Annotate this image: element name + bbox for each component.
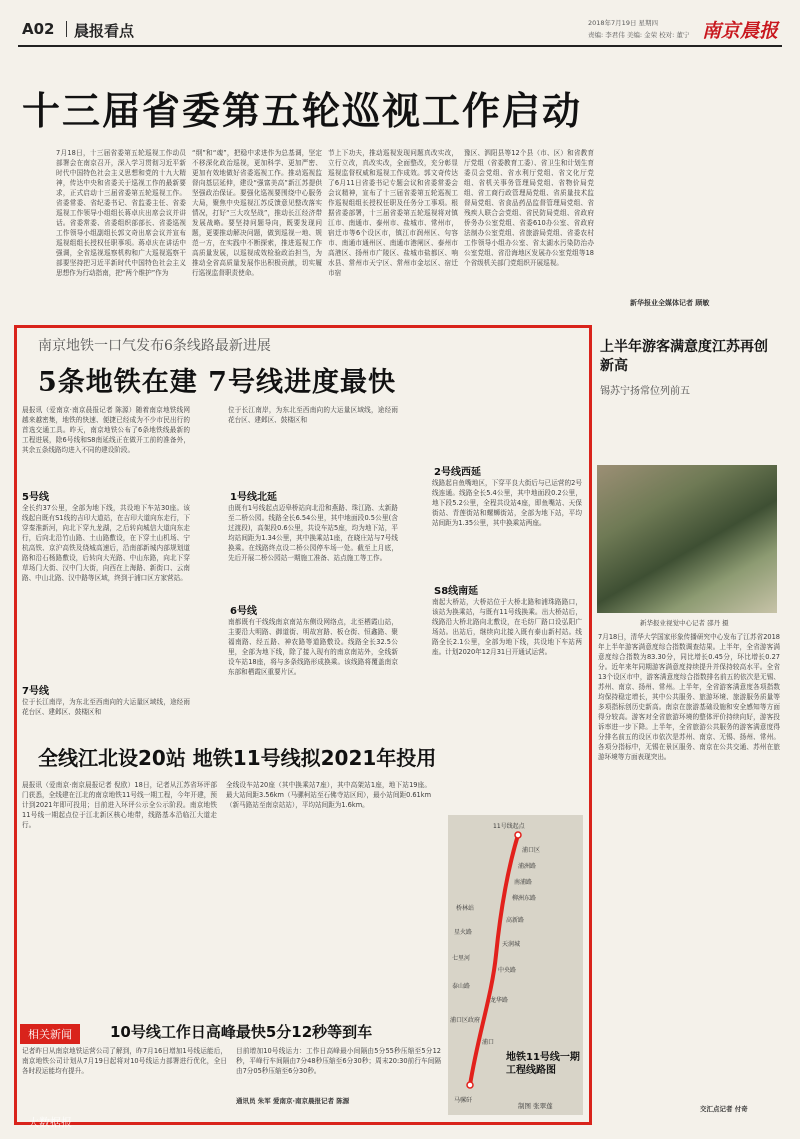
station-label: 马骡矸 [454, 1097, 473, 1104]
related-news-body-1: 记者昨日从南京地铁运营公司了解到，昨7月16日增加1号线运能后，南京地铁公司计划从7月19日起将对10号线运力部署进行优化，全日各时段运能均有提升。 [22, 1047, 227, 1076]
route-end-marker [467, 1082, 473, 1088]
section-heading-line7: 7号线 [22, 686, 49, 697]
section-heading-line2-west: 2号线西延 [434, 467, 481, 478]
station-label: 高新路 [506, 917, 525, 924]
issue-date: 2018年7月19日 星期四 [588, 19, 659, 27]
main-story-column-1: 7月18日，十三届省委第五轮巡视工作动员部署会在南京召开，深入学习贯彻习近平新时代中国特色社会主义思想和党的十九大精神，传达中央和省委关于巡视工作的最新要求，正式启动十三届省委第五轮巡视工作。省委常委、省纪委书记、省监委主任、省委巡视工作领导小组组长蒋卓庆出席会议并讲话。省委常委、省委组织部部长、省委巡视工作领导小组副组长郭文奇出席会议并宣布巡视组组长授权任职事项。蒋卓庆在讲话中强调，全省巡视巡察机构和广大巡视巡察干部要坚持把习近平新时代中国特色社会主义思想作为行动指南，把“两个维护”作为 [56, 149, 186, 278]
station-label: 11号线起点 [493, 823, 525, 830]
page-number: A02 [22, 20, 55, 38]
main-story-credit: 新华报业全媒体记者 顾敏 [630, 299, 710, 307]
station-label: 泰山路 [452, 983, 471, 990]
related-news-body-2: 目前增加10号线运力：工作日高峰最小间隔由5分55秒压缩至5分12秒，平峰行车间隔由7分48秒压缩至6分30秒；周末20:30前行车间隔由7分05秒压缩至6分30秒。 [236, 1047, 441, 1076]
line11-map [448, 815, 583, 1115]
main-story-column-4: 豫区、泗阳县等12个县（市、区）和省教育厅党组（省委教育工委）、省卫生和计划生育委员会党组、省水利厅党组、省文化厅党组、省机关事务管理局党组、省物价局党组、省工商行政管理局党组、省质量技术监督局党组、省食品药品监督管理局党组、省残疾人联合会党组、省民防局党组、省政府侨务办公室党组、省委610办公室、省政府法制办公室党组、省旅游局党组、省委农村工作领导小组办公室、省太湖水污染防治办公室党组、省沿海地区发展办公室党组等18个省级机关部门党组织开展巡视。 [464, 149, 594, 268]
route-start-marker [515, 832, 521, 838]
station-label: 桥林站 [456, 905, 475, 912]
station-label: 天润城 [502, 941, 521, 948]
related-news-tag: 相关新闻 [20, 1024, 80, 1044]
map-credit: 制图 张翠莲 [518, 1102, 553, 1110]
station-label: 柳洲东路 [512, 895, 537, 902]
feature-lead: 晨报讯（爱南京·南京晨报记者 陈源）随着南京地铁线网越来越密集，地铁的快速、便捷已经成为不少市民出行的首选交通工具。昨天，南京地铁公布了6条地铁线最新的工程进展，除6号线和S8南延线正在做开工前的准备外，其余五条线路均进入不同的建设阶段。 [22, 406, 190, 455]
main-story-column-2: “纲”和“魂”，把稳中求进作为总基调，坚定不移深化政治巡视，更加科学、更加严密、更加有效地做好省委巡视工作。推动巡视监督向基层延伸，建设“强富美高”新江苏提供坚强政治保证。要强化巡视要围绕中心服务大局，聚焦中央巡视江苏反馈意见整改落实情况，打好“三大攻坚战”，推动长江经济带发展战略。要坚持问题导向，既要发现问题，更要推动解决问题，做到巡视一地、规范一方，在实践中不断探索，推进巡视工作高质量发展，以巡视成效检验政治担当，为推动全省高质量发展作出积极贡献，切实履行巡视监督职责使命。 [192, 149, 322, 278]
station-label: 中央路 [498, 967, 517, 974]
section-heading-line5: 5号线 [22, 492, 49, 503]
section-body-line6: 南都既有干线线南京南站东侧设网络点，北至栖霞山站，主要沿大明路、御道街、明故宫路、板仓街、恒鑫路、聚福南路、经五路、神农路等道路敷设。线路全长32.5公里，全部为地下线，除了接入现有的南京南站外，全线新设车站18座，将与多条线路形成换乘。该线路将覆盖南京东部和栖霞区重要片区。 [228, 618, 398, 677]
main-headline: 十三届省委第五轮巡视工作启动 [22, 88, 583, 133]
line11-headline: 全线江北设20站 地铁11号线拟2021年投用 [38, 746, 437, 770]
editors-line: 责编: 李君伟 美编: 金荣 校对: 董宁 [588, 31, 690, 39]
line11-lead: 晨报讯（爱南京·南京晨报记者 倪欧）18日，记者从江苏省环评部门获悉，全线建在江北的南京地铁11号线一期工程，今年开建，预计到2021年即可投用；目前进入环评公示全公示阶段。南京地铁11号线一期起点位于江北新区核心地带，线路基本沿临江大道走行。 [22, 781, 217, 830]
section-body-line7: 位于长江南岸，为东北至西南向的大运量区域线，途经雨花台区、建邺区、鼓楼区和 [22, 698, 190, 717]
header-divider [66, 21, 67, 37]
station-label: 浦口区政府 [450, 1017, 481, 1024]
section-title: 晨报看点 [74, 22, 135, 40]
map-title: 地铁11号线一期工程线路图 [506, 1052, 580, 1076]
right-story-body: 7月18日，清华大学国家形象传播研究中心发布了江苏省2018年上半年游客满意度综合指数调查结果。上半年，全省游客满意度综合指数为83.30分，同比增长0.45分，环比增长0.27分。近年来年同期游客满意度持续提升并保持较高水平。全省13个设区市中，游客满意度综合指数排名前五的依次是无锡、苏州、南京、扬州、常州。上半年，全省游客满意度各项指数均保持稳定增长，其中公共服务、旅游环境、旅游服务质量等多项指标创历史新高。南京在旅游基础设施和安全感知等方面得分较高。游客对全省旅游环境的整体评价持续向好，游客投诉率进一步下降。上半年，全省旅游公共服务的游客满意度得分排名前五的设区市依次是苏州、南京、无锡、扬州、常州。各项分指标中，无锡在景区服务、南京在公共交通、苏州在旅游环境等方面表现突出。 [598, 633, 780, 762]
feature-kicker: 南京地铁一口气发布6条线路最新进展 [38, 338, 271, 354]
section-heading-s8-south: S8线南延 [434, 586, 479, 597]
station-label: 浦口 [482, 1039, 495, 1046]
section-heading-line1-north: 1号线北延 [230, 492, 277, 503]
right-story-headline: 上半年游客满意度江苏再创新高 [600, 339, 768, 374]
tourism-photo [597, 465, 777, 613]
photo-caption: 新华报业视觉中心记者 邵丹 摄 [640, 619, 729, 627]
right-story-credit: 交汇点记者 付奇 [700, 1105, 748, 1113]
station-label: 南浦路 [514, 879, 533, 886]
feature-headline: 5条地铁在建 7号线进度最快 [38, 367, 396, 398]
section-body-line7-cont: 位于长江南岸，为东北至西南向的大运量区域线，途经雨花台区、建邺区、鼓楼区和 [228, 406, 398, 425]
related-news-credit: 通讯员 朱军 爱南京·南京晨报记者 陈源 [236, 1097, 350, 1105]
line11-route [470, 835, 521, 1085]
section-body-s8-south: 南起大桥站，大桥站位于大桥北路和浦珠路路口，该站为换乘站，与既有11号线换乘。出大桥站后，线路沿大桥北路向北敷设，在毛纺厂路口设弘阳广场站。出站后，继续向北接入既有泰山新村站。线路全长2.1公里，全部为地下线，共设地下车站两座。计划2020年12月31日开通试运营。 [432, 598, 582, 657]
section-body-line1-north: 由既有1号线起点迈皋桥站向北沿和燕路、珠江路、太新路至二桥公园。线路全长6.54公里，其中地面段0.5公里(含过渡段)，高架段0.6公里，共设车站5座，均为地下站，平均站间距为1.34公里，其中换乘站1座，在晓庄站与7号线换乘。在线路终点设二桥公园停车场一处。截至上月底，先后开展二桥公园站一期施工准备、站点施工等工作。 [228, 504, 398, 563]
station-label: 星火路 [454, 929, 473, 936]
related-news-title: 10号线工作日高峰最快5分12秒等到车 [110, 1023, 373, 1041]
station-label: 龙华路 [490, 997, 509, 1004]
station-label: 浦口区 [522, 847, 541, 854]
section-body-line2-west: 线路起自鱼嘴地区，下穿平良大街后与已运营的2号线连通。线路全长5.4公里，其中地面段0.2公里，地下段5.2公里，全程共设站4座，即鱼嘴站、天保街站、青莲街站和螺蛳街站，全部为地下站，平均站间距为1.35公里，其中换乘站两座。 [432, 479, 582, 528]
station-label: 浦洲路 [518, 863, 537, 870]
line11-body: 全线设车站20座（其中换乘站7座），其中高架站1座，地下站19座。最大站间距3.56km（马骡柯站至石佛寺站区间），最小站间距0.61km（新马路站至南京站站），平均站间距为1.6km。 [226, 781, 431, 810]
section-body-line5: 全长约37公里，全部为地下线，共设地下车站30座。该线起自既有S1线的吉印大道站，在吉印大道向东走行，下穿秦淮新河，向北下穿九龙湖，之后转向城信大道向东走行，后向北沿竹山路、土山路敷设，在下穿土山机场、宁杭高铁、京沪高铁及绕城高速后，沿南部新城内部规划道路和沿石杨路敷设，后转向大光路、中山东路，向北下穿草场门大街、汉中门大街，向西在上海路、新街口、云南路、中山北路、汉中路等区域，终到于浦口区方家营站。 [22, 504, 190, 583]
main-story-column-3: 节上下功夫，推动巡视发现问题真改实改，立行立改，真改实改，全面整改，充分彰显巡视监督权威和巡视工作成效。郭文奇传达了6月11日省委书记专题会议和省委常委会会议精神，宣布了十三届省委第五轮巡视工作巡视组组长授权任职及任务分工事项。根据省委部署，十三届省委第五轮巡视将对镇江市、南通市、泰州市、盐城市、常州市，宿迁市等6个设区市，镇江市润州区、句容市、南通市通州区、南通市港闸区、泰州市高港区、扬州市广陵区、盐城市盐都区、响水县、常州市天宁区、常州市金坛区、宿迁市宿 [328, 149, 458, 278]
right-story-subtitle: 锡苏宁扬常位列前五 [600, 386, 690, 397]
masthead-logo: 南京晨报 [701, 20, 778, 42]
header-rule [18, 45, 782, 47]
station-label: 七里河 [452, 955, 471, 962]
watermark-logo: 大数据报 [28, 1116, 72, 1129]
section-heading-line6: 6号线 [230, 606, 257, 617]
